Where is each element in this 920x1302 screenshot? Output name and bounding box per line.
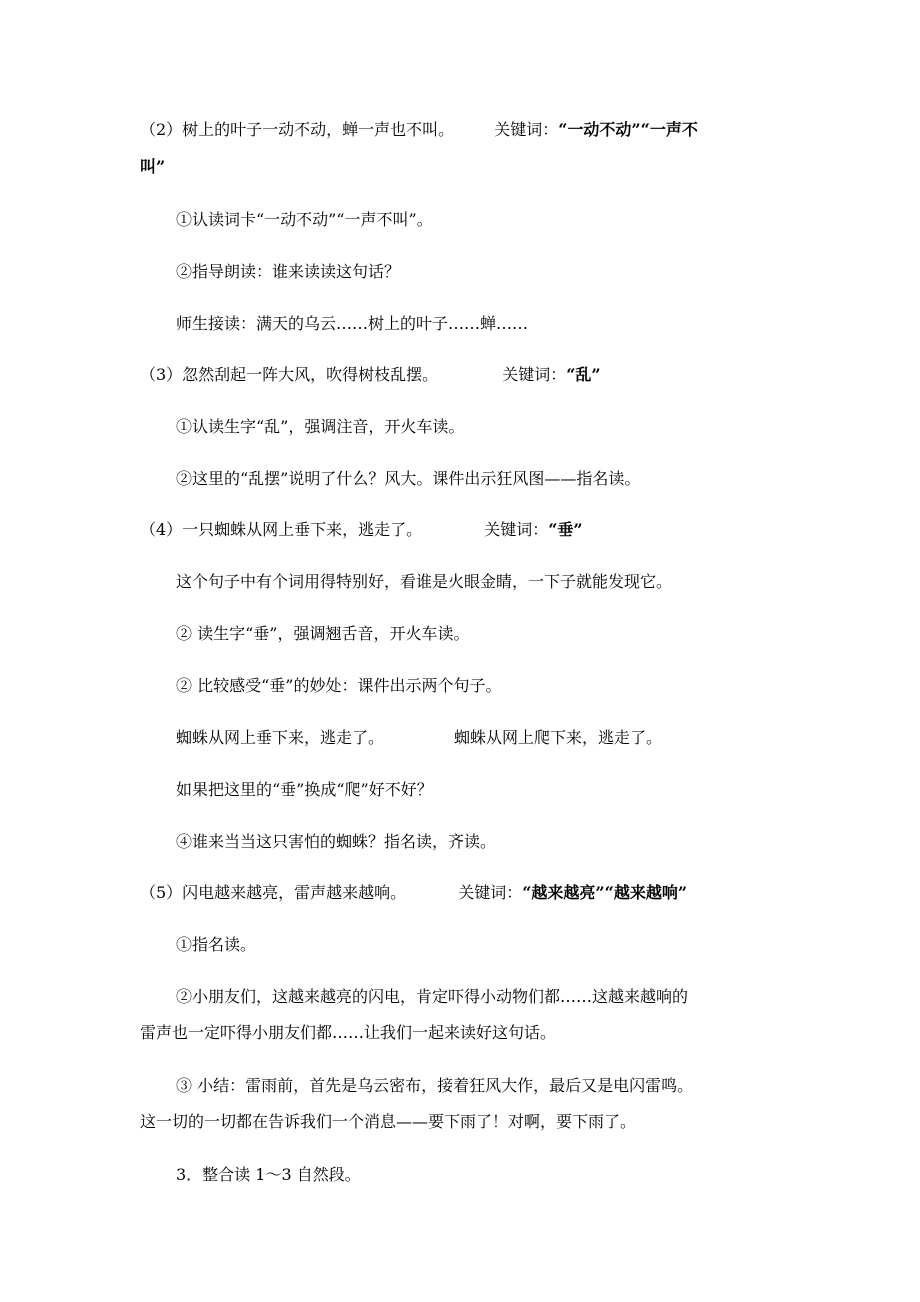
s2-sentence-line — [140, 119, 698, 141]
s3-sentence: （3）忽然刮起一阵大风，吹得树枝乱摆。 — [140, 365, 439, 384]
s5-step1: ①指名读。 — [176, 935, 257, 954]
s2-keyword-label: 关键词： — [494, 120, 559, 139]
s4-keyword: “垂” — [548, 520, 583, 539]
s2-keyword-cont: 叫” — [140, 157, 166, 176]
s4-sentence-line — [140, 519, 583, 541]
s4-step1: ② 读生字“垂”，强调翘舌音，开火车读。 — [176, 624, 470, 643]
s3-step1: ①认读生字“乱”，强调注音，开火车读。 — [176, 417, 465, 436]
s2-sentence: （2）树上的叶子一动不动，蝉一声也不叫。 — [140, 120, 455, 139]
section3-heading: 3．整合读 1～3 自然段。 — [176, 1165, 361, 1184]
s2-step3: 师生接读：满天的乌云……树上的叶子……蝉…… — [176, 314, 529, 333]
s2-step2: ②指导朗读：谁来读读这句话？ — [176, 262, 401, 281]
s5-keyword-label: 关键词： — [458, 883, 523, 902]
s4-compare-b: 蜘蛛从网上爬下来，逃走了。 — [454, 728, 663, 747]
s2-step1: ①认读词卡“一动不动”“一声不叫”。 — [176, 210, 433, 229]
s5-sentence: （5）闪电越来越亮，雷声越来越响。 — [140, 883, 407, 902]
s4-question: 如果把这里的“垂”换成“爬”好不好？ — [176, 780, 433, 799]
s4-compare-a: 蜘蛛从网上垂下来，逃走了。 — [176, 728, 385, 747]
s5-sentence-line — [140, 882, 687, 904]
s3-sentence-line — [140, 364, 601, 386]
s4-step2: ② 比较感受“垂”的妙处：课件出示两个句子。 — [176, 676, 502, 695]
s4-keyword-label: 关键词： — [484, 520, 549, 539]
s5-step3-line2: 这一切的一切都在告诉我们一个消息——要下雨了！对啊，要下雨了。 — [140, 1112, 637, 1131]
s5-keyword: “越来越亮”“越来越响” — [522, 883, 688, 902]
s4-step4: ④谁来当当这只害怕的蜘蛛？指名读，齐读。 — [176, 832, 497, 851]
s4-compare-line — [176, 727, 662, 749]
s3-keyword: “乱” — [566, 365, 601, 384]
s3-keyword-label: 关键词： — [502, 365, 567, 384]
s5-step2-line2: 雷声也一定吓得小朋友们都……让我们一起来读好这句话。 — [140, 1023, 557, 1042]
s4-intro: 这个句子中有个词用得特别好，看谁是火眼金睛，一下子就能发现它。 — [176, 572, 673, 591]
s5-step3-line1: ③ 小结：雷雨前，首先是乌云密布，接着狂风大作，最后又是电闪雷鸣。 — [176, 1076, 694, 1095]
s3-step2: ②这里的“乱摆”说明了什么？风大。课件出示狂风图——指名读。 — [176, 469, 641, 488]
s2-keyword: “一动不动”“一声不 — [558, 120, 698, 139]
s4-sentence: （4）一只蜘蛛从网上垂下来，逃走了。 — [140, 520, 423, 539]
s5-step2-line1: ②小朋友们，这越来越亮的闪电，肯定吓得小动物们都……这越来越响的 — [176, 987, 689, 1006]
